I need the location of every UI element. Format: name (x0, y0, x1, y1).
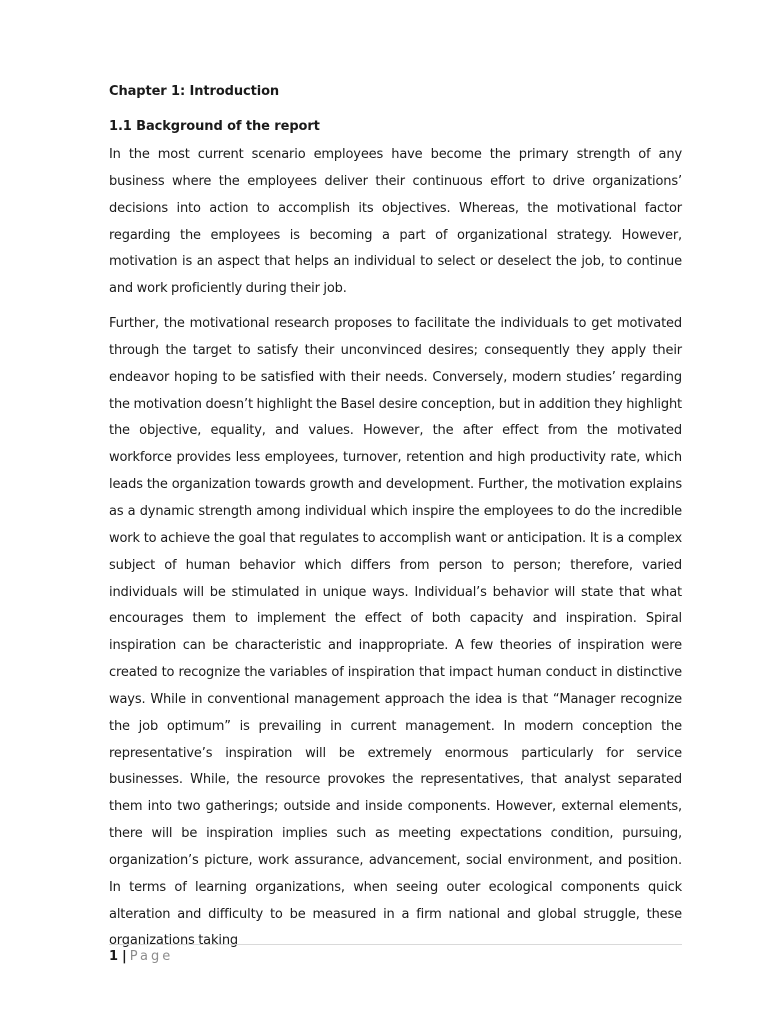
page-label: Page (129, 949, 174, 964)
chapter-heading: Chapter 1: Introduction (109, 84, 280, 99)
section-heading: 1.1 Background of the report (109, 119, 320, 134)
paragraph-2: Further, the motivational research proposes to facilitate the individuals to get motivated through the target to satisfy their unconvinced desires; consequently they apply their endeavor hoping to be satisfied with their needs. Conversely, modern studies’ regarding the motivation doesn’t highlight the Basel desire conception, but in addition they highlight the objective, equality, and values. However, the after effect from the motivated workforce provides less employees, turnover, retention and high productivity rate, which leads the organization towards growth and development. Further, the motivation explains as a dynamic strength among individual which inspire the employees to do the incredible work to achieve the goal that regulates to accomplish want or anticipation. It is a complex subject of human behavior which differs from person to person; therefore, varied individuals will be stimulated in unique ways. Individual’s behavior will state that what encourages them to implement the effect of both capacity and inspiration. Spiral inspiration can be characteristic and inappropriate. A few theories of inspiration were created to recognize the variables of inspiration that impact human conduct in distinctive ways. While in conventional management approach the idea is that “Manager recognize the job optimum” is prevailing in current management. In modern conception the representative’s inspiration will be extremely enormous particularly for service businesses. While, the resource provokes the representatives, that analyst separated them into two gatherings; outside and inside components. However, external elements, there will be inspiration implies such as meeting expectations condition, pursuing, organization’s picture, work assurance, advancement, social environment, and position. In terms of learning organizations, when seeing outer ecological components quick alteration and difficulty to be measured in a firm national and global struggle, these organizations taking (109, 316, 682, 949)
page-footer (109, 948, 173, 965)
page-separator: | (122, 949, 127, 964)
page-content (109, 82, 682, 955)
page-number: 1 (109, 949, 119, 964)
paragraph-1: In the most current scenario employees have become the primary strength of any business where the employees deliver their continuous effort to drive organizations’ decisions into action to accomplish its objectives. Whereas, the motivational factor regarding the employees is becoming a part of organizational strategy. However, motivation is an aspect that helps an individual to select or deselect the job, to continue and work proficiently during their job. (109, 147, 682, 297)
footer-divider (109, 944, 682, 945)
